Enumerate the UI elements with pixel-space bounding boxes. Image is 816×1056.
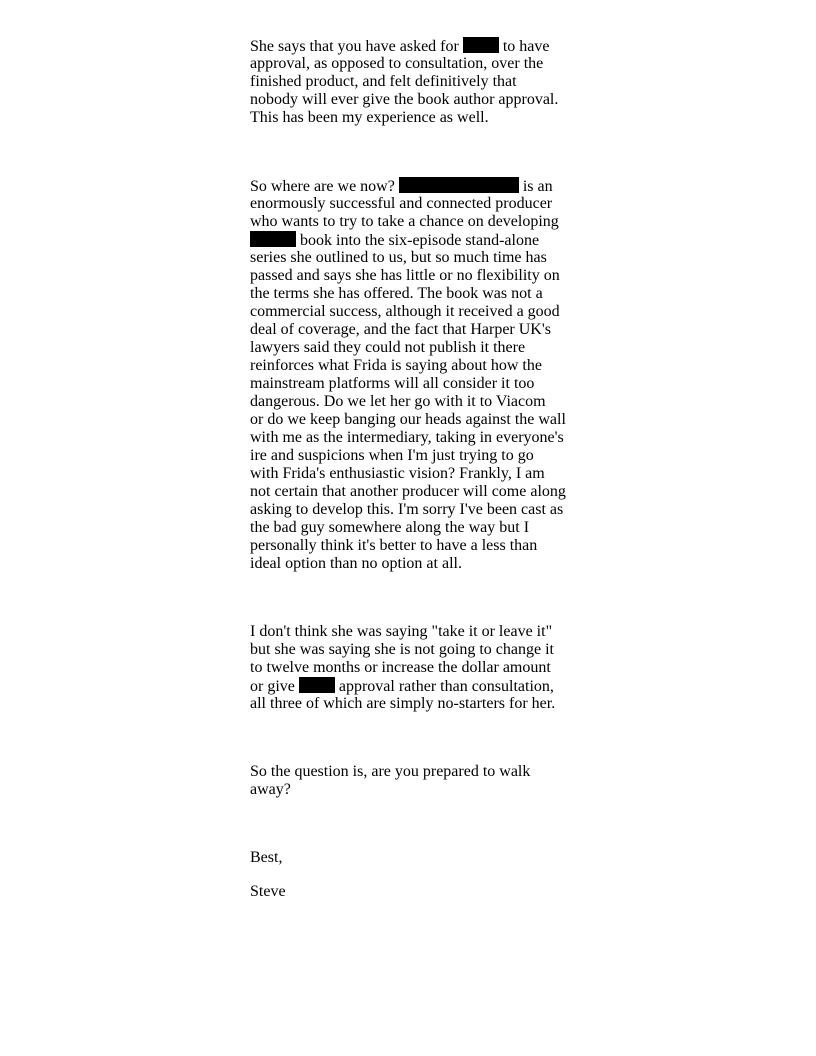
text-line: with Frida's enthusiastic vision? Frankly, I am bbox=[250, 465, 545, 482]
text-line: the terms she has offered. The book was not a bbox=[250, 285, 543, 302]
paragraph-take-it-or-leave-it bbox=[250, 623, 570, 713]
closing-signoff bbox=[250, 849, 570, 867]
text-line: the bad guy somewhere along the way but I bbox=[250, 519, 530, 536]
text-line: not certain that another producer will come along bbox=[250, 483, 566, 500]
text-line: lawyers said they could not publish it there bbox=[250, 339, 526, 356]
text-line: or give approval rather than consultation, bbox=[250, 678, 554, 695]
text-line: This has been my experience as well. bbox=[250, 109, 489, 126]
text-line: all three of which are simply no-starters for her. bbox=[250, 695, 556, 712]
text-line: away? bbox=[250, 781, 291, 798]
text-line: to twelve months or increase the dollar amount bbox=[250, 659, 551, 676]
paragraph-spacer bbox=[250, 573, 570, 623]
signoff-text: Best, bbox=[250, 849, 283, 866]
text-line: enormously successful and connected producer bbox=[250, 195, 553, 212]
paragraph-question bbox=[250, 763, 570, 799]
text-line: deal of coverage, and the fact that Harper UK's bbox=[250, 321, 551, 338]
redaction-box bbox=[299, 677, 335, 693]
paragraph-spacer bbox=[250, 867, 570, 883]
redaction-box bbox=[250, 231, 296, 247]
text-line: So the question is, are you prepared to walk bbox=[250, 763, 531, 780]
redaction-box bbox=[399, 177, 519, 193]
paragraph-spacer bbox=[250, 799, 570, 849]
signature-text: Steve bbox=[250, 883, 286, 900]
text-line: reinforces what Frida is saying about how the bbox=[250, 357, 542, 374]
text-line: series she outlined to us, but so much time has bbox=[250, 249, 547, 266]
paragraph-approval bbox=[250, 37, 570, 127]
text-line: nobody will ever give the book author approval. bbox=[250, 91, 559, 108]
text-line: dangerous. Do we let her go with it to Viacom bbox=[250, 393, 546, 410]
text-line: So where are we now? is an bbox=[250, 178, 553, 195]
text-line: commercial success, although it received a good bbox=[250, 303, 560, 320]
text-line: personally think it's better to have a less than bbox=[250, 537, 538, 554]
paragraph-spacer bbox=[250, 127, 570, 177]
text-line: book into the six-episode stand-alone bbox=[250, 231, 570, 249]
text-line: She says that you have asked for to have bbox=[250, 38, 550, 55]
text-line: ire and suspicions when I'm just trying to go bbox=[250, 447, 534, 464]
paragraph-spacer bbox=[250, 713, 570, 763]
text-line: who wants to try to take a chance on developing bbox=[250, 213, 559, 230]
text-line: passed and says she has little or no flexibility on bbox=[250, 267, 560, 284]
text-line: with me as the intermediary, taking in everyone's bbox=[250, 429, 564, 446]
text-line: ideal option than no option at all. bbox=[250, 555, 462, 572]
redaction-box bbox=[463, 37, 499, 53]
paragraph-where-are-we bbox=[250, 177, 570, 573]
text-line: finished product, and felt definitively that bbox=[250, 73, 517, 90]
text-line: or do we keep banging our heads against the wall bbox=[250, 411, 566, 428]
text-line: approval, as opposed to consultation, over the bbox=[250, 55, 544, 72]
email-body bbox=[250, 37, 570, 901]
text-line: asking to develop this. I'm sorry I've been cast as bbox=[250, 501, 564, 518]
text-line: I don't think she was saying "take it or leave it" bbox=[250, 623, 553, 640]
closing-signature bbox=[250, 883, 570, 901]
text-line: but she was saying she is not going to change it bbox=[250, 641, 554, 658]
text-line: mainstream platforms will all consider it too bbox=[250, 375, 535, 392]
